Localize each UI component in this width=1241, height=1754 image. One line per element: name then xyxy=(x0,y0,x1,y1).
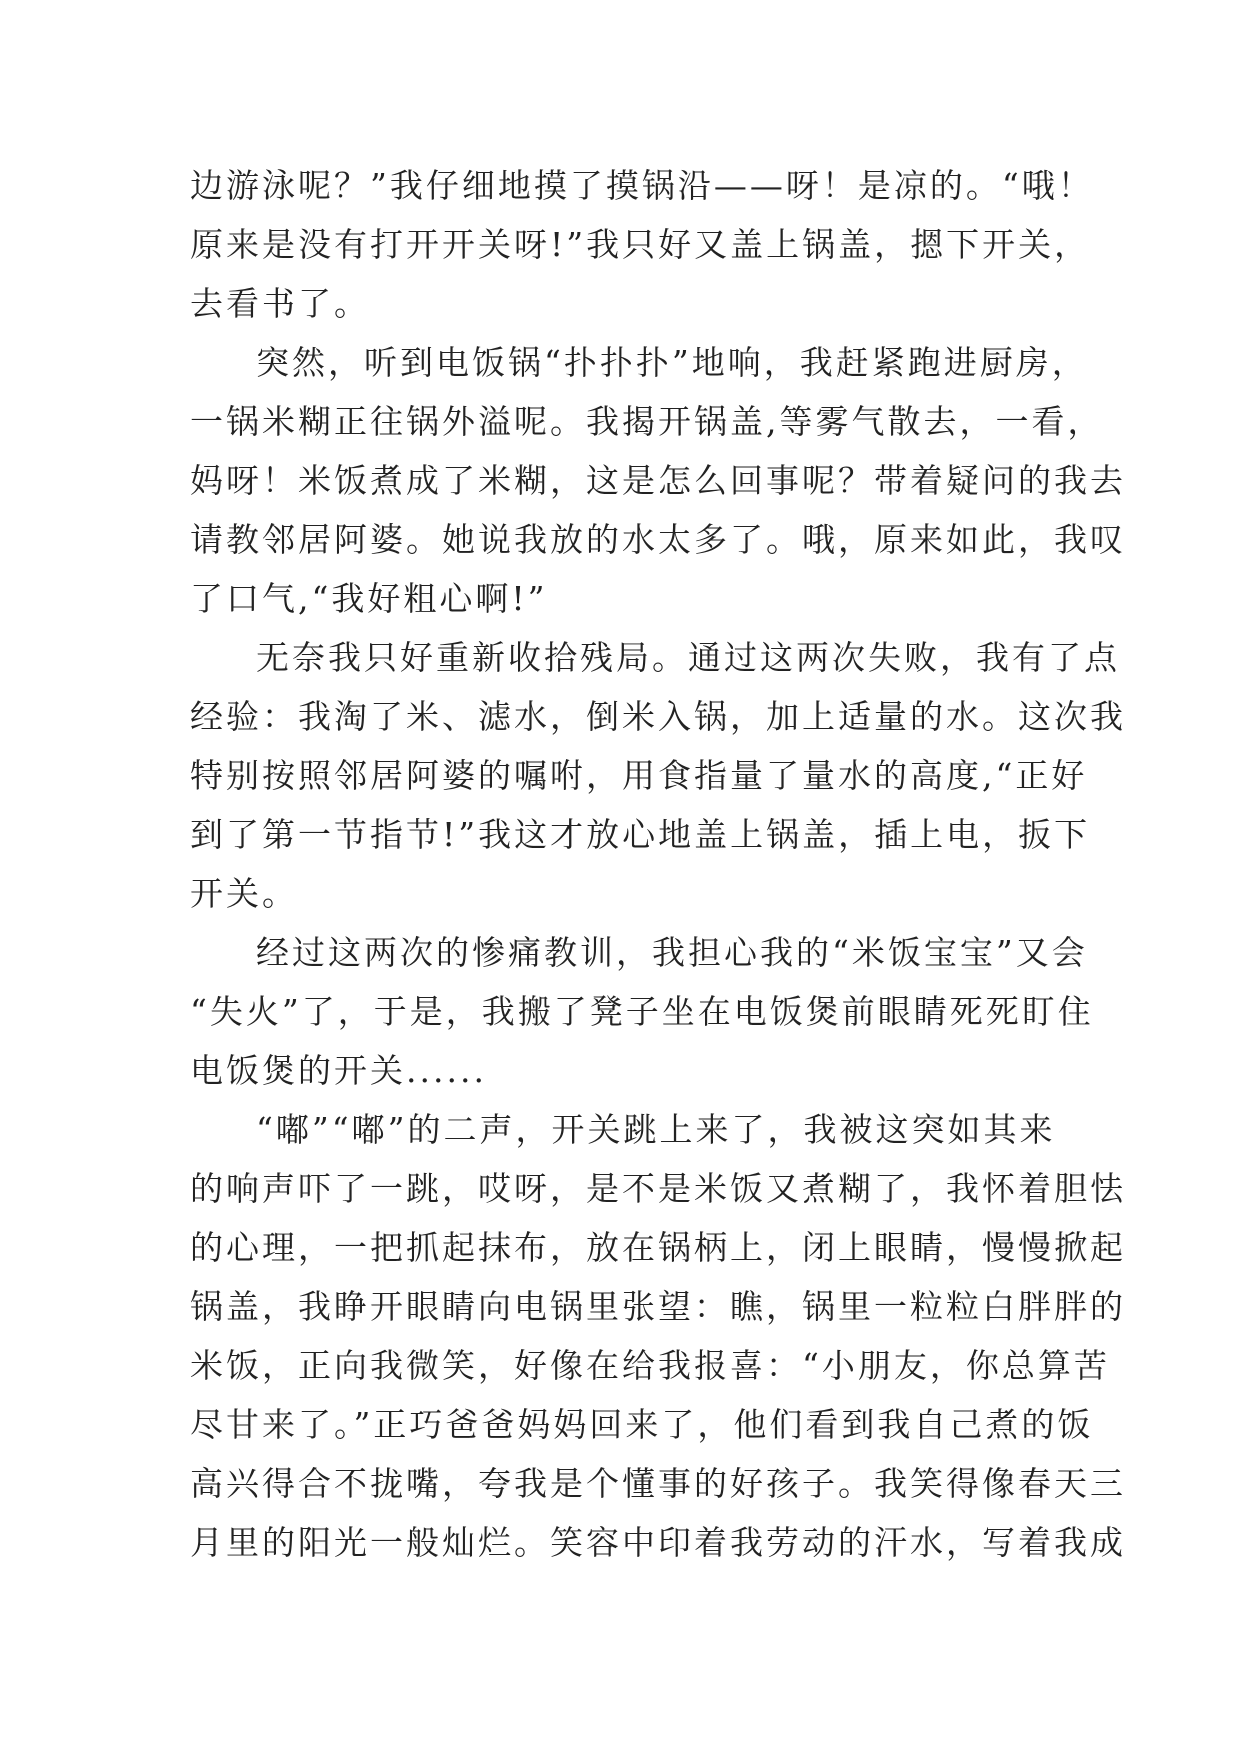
essay-body xyxy=(190,156,1126,1572)
text-line: 请教邻居阿婆。她说我放的水太多了。哦，原来如此，我叹 xyxy=(190,520,1126,559)
text-line: 一锅米糊正往锅外溢呢。我揭开锅盖,等雾气散去，一看， xyxy=(190,402,1104,441)
text-line: 月里的阳光一般灿烂。笑容中印着我劳动的汗水，写着我成 xyxy=(190,1523,1126,1562)
text-line: 特别按照邻居阿婆的嘱咐，用食指量了量水的高度,“正好 xyxy=(190,756,1088,795)
text-line: 的响声吓了一跳，哎呀，是不是米饭又煮糊了，我怀着胆怯 xyxy=(190,1169,1126,1208)
text-line: 去看书了。 xyxy=(190,284,370,323)
text-line: 米饭，正向我微笑，好像在给我报喜：“小朋友，你总算苦 xyxy=(190,1346,1110,1385)
text-line: 锅盖，我睁开眼睛向电锅里张望：瞧，锅里一粒粒白胖胖的 xyxy=(190,1287,1126,1326)
text-line: 了口气,“我好粗心啊!” xyxy=(190,579,548,618)
text-line: 原来是没有打开开关呀!”我只好又盖上锅盖，摁下开关， xyxy=(190,225,1091,264)
text-line: 尽甘来了。”正巧爸爸妈妈回来了，他们看到我自己煮的饭 xyxy=(190,1405,1094,1444)
text-line: 电饭煲的开关...... xyxy=(190,1051,487,1090)
text-line: 开关。 xyxy=(190,874,298,913)
paragraph-first-line: 无奈我只好重新收拾残局。通过这两次失败，我有了点 xyxy=(256,638,1120,677)
text-line: 边游泳呢？”我仔细地摸了摸锅沿——呀！是凉的。“哦！ xyxy=(190,166,1094,205)
text-line: 到了第一节指节!”我这才放心地盖上锅盖，插上电，扳下 xyxy=(190,815,1091,854)
paragraph-first-line: “嘟”“嘟”的二声，开关跳上来了，我被这突如其来 xyxy=(256,1110,1056,1149)
text-line: 经验：我淘了米、滤水，倒米入锅，加上适量的水。这次我 xyxy=(190,697,1126,736)
paragraph-first-line: 突然，听到电饭锅“扑扑扑”地响，我赶紧跑进厨房， xyxy=(256,343,1088,382)
text-line: 的心理，一把抓起抹布，放在锅柄上，闭上眼睛，慢慢掀起 xyxy=(190,1228,1126,1267)
text-line: “失火”了，于是，我搬了凳子坐在电饭煲前眼睛死死盯住 xyxy=(190,992,1094,1031)
paragraph-first-line: 经过这两次的惨痛教训，我担心我的“米饭宝宝”又会 xyxy=(256,933,1088,972)
text-line: 妈呀！米饭煮成了米糊，这是怎么回事呢？带着疑问的我去 xyxy=(190,461,1126,500)
text-line: 高兴得合不拢嘴，夸我是个懂事的好孩子。我笑得像春天三 xyxy=(190,1464,1126,1503)
